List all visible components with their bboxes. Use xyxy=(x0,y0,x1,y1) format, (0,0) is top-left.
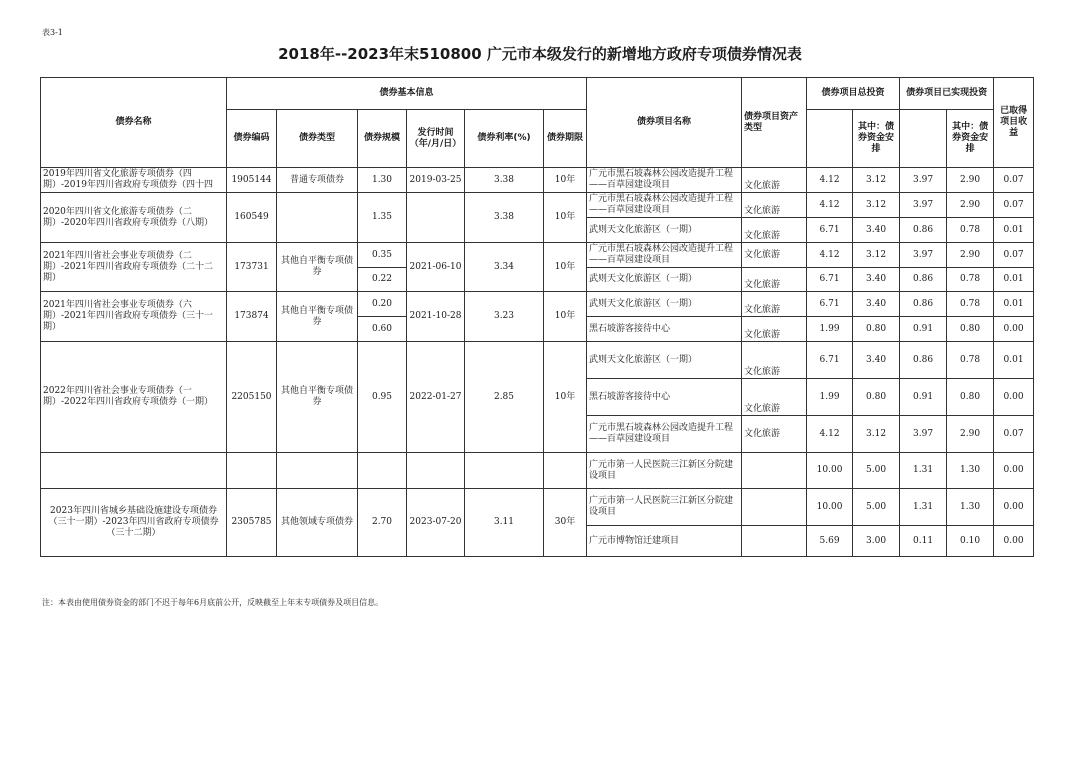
total-invest-cell: 4.12 xyxy=(807,416,853,453)
bond-code-cell xyxy=(227,453,277,489)
bond-name-cell: 2021年四川省社会事业专项债券（二期）-2021年四川省政府专项债券（二十二期） xyxy=(41,243,227,292)
revenue-cell: 0.07 xyxy=(994,243,1034,268)
page-title: 2018年--2023年末510800 广元市本级发行的新增地方政府专项债券情况表 xyxy=(278,45,802,63)
table-row xyxy=(41,292,1034,317)
total-bond-funds-cell: 3.12 xyxy=(853,193,900,218)
bond-scale-cell: 0.95 xyxy=(358,342,407,453)
asset-type-cell xyxy=(742,453,807,489)
asset-type-cell: 文化旅游 xyxy=(742,292,807,317)
asset-type-cell: 文化旅游 xyxy=(742,379,807,416)
header-issue-time: 发行时间（年/月/日） xyxy=(407,110,465,168)
bond-type-cell: 其他领域专项债券 xyxy=(277,489,358,557)
revenue-cell: 0.00 xyxy=(994,489,1034,526)
header-rate: 债券利率(%) xyxy=(465,110,544,168)
realized-invest-cell: 3.97 xyxy=(900,168,947,193)
total-invest-cell: 4.12 xyxy=(807,168,853,193)
bond-type-cell xyxy=(277,193,358,243)
bond-scale-cell: 0.35 xyxy=(358,243,407,268)
header-realized-invest: 债券项目已实现投资 xyxy=(900,78,994,110)
bond-scale-cell: 1.35 xyxy=(358,193,407,243)
header-realized-of-which: 其中：债券资金安排 xyxy=(947,110,994,168)
bond-type-cell: 其他自平衡专项债券 xyxy=(277,292,358,342)
asset-type-cell: 文化旅游 xyxy=(742,168,807,193)
realized-bond-funds-cell: 0.78 xyxy=(947,342,994,379)
project-name-cell: 武则天文化旅游区（一期） xyxy=(587,292,742,317)
header-total-of-which: 其中：债券资金安排 xyxy=(853,110,900,168)
rate-cell: 3.38 xyxy=(465,193,544,243)
rate-cell: 2.85 xyxy=(465,342,544,453)
realized-invest-cell: 3.97 xyxy=(900,193,947,218)
bond-code-cell: 160549 xyxy=(227,193,277,243)
bond-scale-cell: 0.20 xyxy=(358,292,407,317)
bond-name-cell: 2023年四川省城乡基础设施建设专项债券（三十一期）-2023年四川省政府专项债券（三十二期） xyxy=(41,489,227,557)
revenue-cell: 0.00 xyxy=(994,379,1034,416)
realized-invest-cell: 0.11 xyxy=(900,526,947,557)
realized-bond-funds-cell: 2.90 xyxy=(947,416,994,453)
total-invest-cell: 10.00 xyxy=(807,489,853,526)
bond-code-cell: 2205150 xyxy=(227,342,277,453)
total-bond-funds-cell: 3.40 xyxy=(853,218,900,243)
table-row xyxy=(41,342,1034,379)
realized-bond-funds-cell: 1.30 xyxy=(947,489,994,526)
revenue-cell: 0.00 xyxy=(994,317,1034,342)
header-total-invest-amount xyxy=(807,110,853,168)
term-cell: 10年 xyxy=(544,168,587,193)
bond-type-cell: 其他自平衡专项债券 xyxy=(277,342,358,453)
total-invest-cell: 6.71 xyxy=(807,268,853,292)
bond-code-cell: 173874 xyxy=(227,292,277,342)
issue-date-cell: 2021-10-28 xyxy=(407,292,465,342)
revenue-cell: 0.01 xyxy=(994,292,1034,317)
issue-date-cell xyxy=(407,193,465,243)
realized-bond-funds-cell: 2.90 xyxy=(947,193,994,218)
project-name-cell: 广元市博物馆迁建项目 xyxy=(587,526,742,557)
term-cell: 10年 xyxy=(544,292,587,342)
bond-name-cell: 2021年四川省社会事业专项债券（六期）-2021年四川省政府专项债券（三十一期） xyxy=(41,292,227,342)
header-total-invest: 债券项目总投资 xyxy=(807,78,900,110)
header-bond-scale: 债券规模 xyxy=(358,110,407,168)
project-name-cell: 广元市黑石坡森林公园改造提升工程——百草园建设项目 xyxy=(587,193,742,218)
term-cell: 10年 xyxy=(544,243,587,292)
project-name-cell: 武则天文化旅游区（一期） xyxy=(587,342,742,379)
realized-invest-cell: 0.91 xyxy=(900,317,947,342)
realized-invest-cell: 0.91 xyxy=(900,379,947,416)
total-bond-funds-cell: 5.00 xyxy=(853,489,900,526)
rate-cell: 3.23 xyxy=(465,292,544,342)
project-name-cell: 广元市黑石坡森林公园改造提升工程——百草园建设项目 xyxy=(587,168,742,193)
asset-type-cell: 文化旅游 xyxy=(742,416,807,453)
realized-bond-funds-cell: 0.80 xyxy=(947,317,994,342)
bond-scale-cell: 2.70 xyxy=(358,489,407,557)
total-invest-cell: 4.12 xyxy=(807,243,853,268)
project-name-cell: 广元市第一人民医院三江新区分院建设项目 xyxy=(587,453,742,489)
asset-type-cell: 文化旅游 xyxy=(742,193,807,218)
footnote: 注：本表由使用债券资金的部门不迟于每年6月底前公开，反映截至上年末专项债券及项目信息。 xyxy=(42,598,384,607)
realized-invest-cell: 0.86 xyxy=(900,342,947,379)
total-invest-cell: 6.71 xyxy=(807,292,853,317)
bond-name-cell xyxy=(41,453,227,489)
realized-invest-cell: 1.31 xyxy=(900,453,947,489)
realized-bond-funds-cell: 0.10 xyxy=(947,526,994,557)
realized-bond-funds-cell: 0.78 xyxy=(947,268,994,292)
bond-type-cell: 普通专项债券 xyxy=(277,168,358,193)
total-bond-funds-cell: 3.40 xyxy=(853,342,900,379)
revenue-cell: 0.01 xyxy=(994,268,1034,292)
asset-type-cell: 文化旅游 xyxy=(742,243,807,268)
total-invest-cell: 1.99 xyxy=(807,317,853,342)
project-name-cell: 广元市黑石坡森林公园改造提升工程——百草园建设项目 xyxy=(587,243,742,268)
revenue-cell: 0.01 xyxy=(994,342,1034,379)
rate-cell xyxy=(465,453,544,489)
realized-invest-cell: 0.86 xyxy=(900,292,947,317)
realized-invest-cell: 3.97 xyxy=(900,243,947,268)
bond-scale-cell xyxy=(358,453,407,489)
realized-invest-cell: 3.97 xyxy=(900,416,947,453)
project-name-cell: 广元市第一人民医院三江新区分院建设项目 xyxy=(587,489,742,526)
total-bond-funds-cell: 0.80 xyxy=(853,317,900,342)
term-cell: 30年 xyxy=(544,489,587,557)
table-row xyxy=(41,489,1034,526)
table-number-label: 表3-1 xyxy=(42,28,63,37)
bond-name-cell: 2019年四川省文化旅游专项债券（四期）-2019年四川省政府专项债券（四十四 xyxy=(41,168,227,193)
realized-bond-funds-cell: 1.30 xyxy=(947,453,994,489)
realized-bond-funds-cell: 2.90 xyxy=(947,243,994,268)
total-invest-cell: 6.71 xyxy=(807,342,853,379)
bond-code-cell: 2305785 xyxy=(227,489,277,557)
total-invest-cell: 1.99 xyxy=(807,379,853,416)
realized-bond-funds-cell: 0.78 xyxy=(947,292,994,317)
total-bond-funds-cell: 3.40 xyxy=(853,268,900,292)
bond-scale-cell: 0.22 xyxy=(358,268,407,292)
issue-date-cell: 2019-03-25 xyxy=(407,168,465,193)
total-bond-funds-cell: 5.00 xyxy=(853,453,900,489)
project-name-cell: 黑石坡游客接待中心 xyxy=(587,317,742,342)
header-basic-info: 债券基本信息 xyxy=(227,78,587,110)
header-bond-type: 债券类型 xyxy=(277,110,358,168)
total-invest-cell: 6.71 xyxy=(807,218,853,243)
revenue-cell: 0.07 xyxy=(994,168,1034,193)
table-row xyxy=(41,193,1034,218)
header-bond-name: 债券名称 xyxy=(41,78,227,168)
bond-code-cell: 1905144 xyxy=(227,168,277,193)
realized-invest-cell: 0.86 xyxy=(900,268,947,292)
term-cell: 10年 xyxy=(544,193,587,243)
header-revenue: 已取得项目收益 xyxy=(994,78,1034,168)
table-row xyxy=(41,243,1034,268)
bond-scale-cell: 1.30 xyxy=(358,168,407,193)
project-name-cell: 黑石坡游客接待中心 xyxy=(587,379,742,416)
bond-scale-cell: 0.60 xyxy=(358,317,407,342)
revenue-cell: 0.07 xyxy=(994,416,1034,453)
project-name-cell: 武则天文化旅游区（一期） xyxy=(587,268,742,292)
issue-date-cell xyxy=(407,453,465,489)
asset-type-cell xyxy=(742,526,807,557)
realized-invest-cell: 0.86 xyxy=(900,218,947,243)
asset-type-cell: 文化旅游 xyxy=(742,268,807,292)
table-row xyxy=(41,168,1034,193)
rate-cell: 3.11 xyxy=(465,489,544,557)
asset-type-cell: 文化旅游 xyxy=(742,342,807,379)
bond-code-cell: 173731 xyxy=(227,243,277,292)
total-bond-funds-cell: 3.40 xyxy=(853,292,900,317)
asset-type-cell: 文化旅游 xyxy=(742,317,807,342)
bond-table xyxy=(40,77,1034,557)
bond-type-cell: 其他自平衡专项债券 xyxy=(277,243,358,292)
bond-name-cell: 2022年四川省社会事业专项债券（一期）-2022年四川省政府专项债券（一期） xyxy=(41,342,227,453)
revenue-cell: 0.01 xyxy=(994,218,1034,243)
bond-name-cell: 2020年四川省文化旅游专项债券（二期）-2020年四川省政府专项债券（八期） xyxy=(41,193,227,243)
rate-cell: 3.34 xyxy=(465,243,544,292)
issue-date-cell: 2022-01-27 xyxy=(407,342,465,453)
term-cell xyxy=(544,453,587,489)
header-realized-amount xyxy=(900,110,947,168)
total-invest-cell: 10.00 xyxy=(807,453,853,489)
total-bond-funds-cell: 3.12 xyxy=(853,243,900,268)
total-bond-funds-cell: 3.00 xyxy=(853,526,900,557)
table-row xyxy=(41,453,1034,489)
issue-date-cell: 2023-07-20 xyxy=(407,489,465,557)
total-invest-cell: 5.69 xyxy=(807,526,853,557)
revenue-cell: 0.07 xyxy=(994,193,1034,218)
revenue-cell: 0.00 xyxy=(994,453,1034,489)
rate-cell: 3.38 xyxy=(465,168,544,193)
term-cell: 10年 xyxy=(544,342,587,453)
header-bond-code: 债券编码 xyxy=(227,110,277,168)
header-term: 债券期限 xyxy=(544,110,587,168)
realized-bond-funds-cell: 2.90 xyxy=(947,168,994,193)
total-bond-funds-cell: 3.12 xyxy=(853,416,900,453)
realized-bond-funds-cell: 0.78 xyxy=(947,218,994,243)
total-bond-funds-cell: 0.80 xyxy=(853,379,900,416)
total-bond-funds-cell: 3.12 xyxy=(853,168,900,193)
realized-invest-cell: 1.31 xyxy=(900,489,947,526)
project-name-cell: 广元市黑石坡森林公园改造提升工程——百草园建设项目 xyxy=(587,416,742,453)
issue-date-cell: 2021-06-10 xyxy=(407,243,465,292)
header-asset-type: 债券项目资产类型 xyxy=(742,78,807,168)
realized-bond-funds-cell: 0.80 xyxy=(947,379,994,416)
asset-type-cell xyxy=(742,489,807,526)
project-name-cell: 武则天文化旅游区（一期） xyxy=(587,218,742,243)
asset-type-cell: 文化旅游 xyxy=(742,218,807,243)
bond-type-cell xyxy=(277,453,358,489)
header-project-name: 债券项目名称 xyxy=(587,78,742,168)
revenue-cell: 0.00 xyxy=(994,526,1034,557)
total-invest-cell: 4.12 xyxy=(807,193,853,218)
